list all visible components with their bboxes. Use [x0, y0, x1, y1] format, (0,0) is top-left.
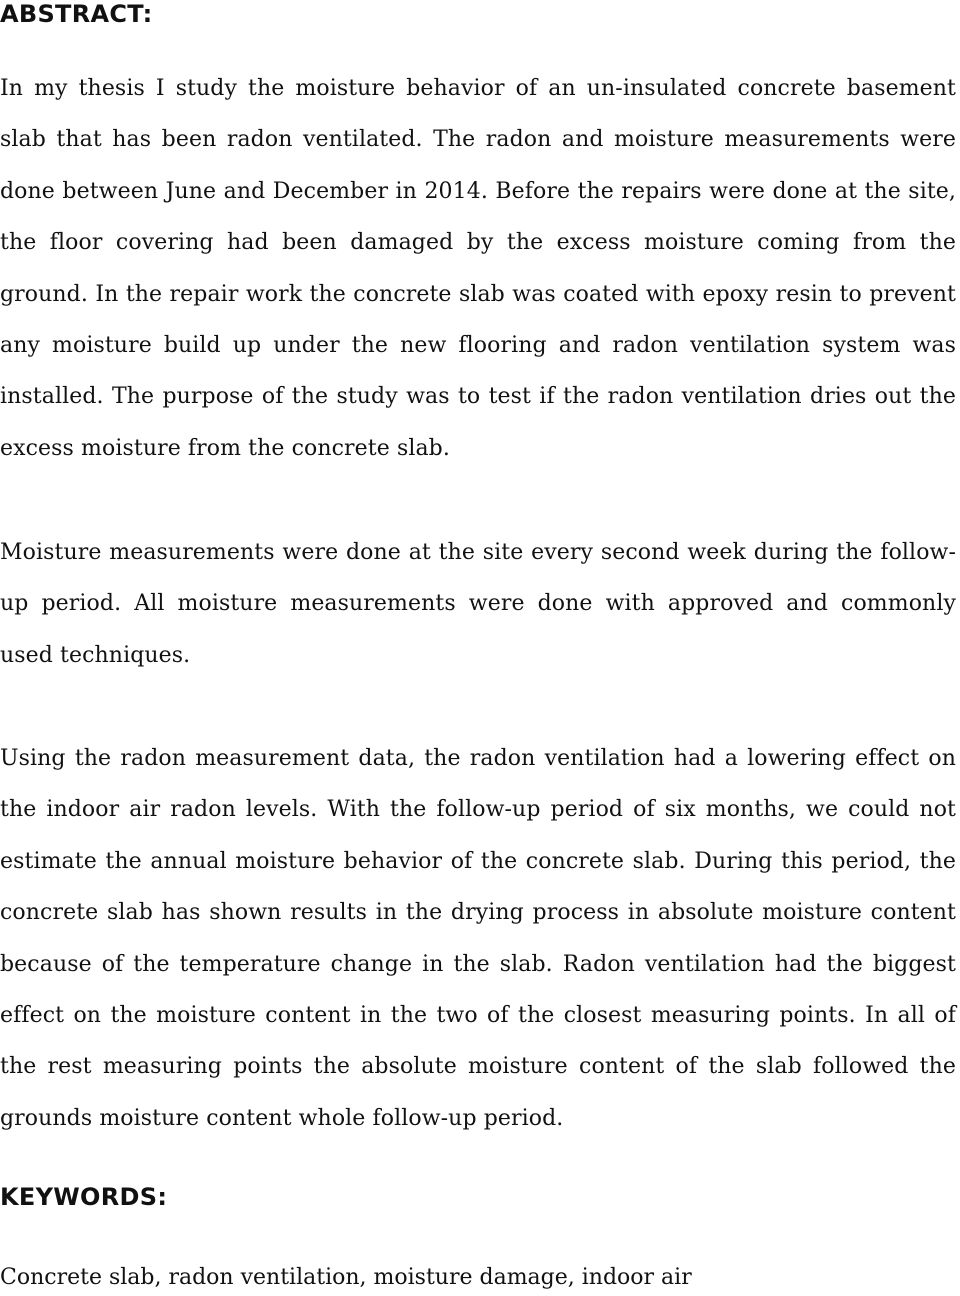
- abstract-paragraph-1: In my thesis I study the moisture behavior of an un-insulated concrete basement slab that has been radon ventilated. The radon and moisture measurements were done between June and December in 2014. Before the repairs were done at the site, the floor covering had been damaged by the excess moisture coming from the ground. In the repair work the concrete slab was coated with epoxy resin to prevent any moisture build up under the new flooring and radon ventilation system was installed. The purpose of the study was to test if the radon ventilation dries out the excess moisture from the concrete slab.: [0, 76, 956, 461]
- abstract-heading: ABSTRACT:: [0, 0, 153, 28]
- keywords-text: Concrete slab, radon ventilation, moisture damage, indoor air: [0, 1265, 692, 1290]
- abstract-paragraph-2: Moisture measurements were done at the site every second week during the follow-up period. All moisture measurements were done with approved and commonly used techniques.: [0, 540, 956, 668]
- keywords-heading: KEYWORDS:: [0, 1183, 168, 1211]
- abstract-paragraph-3: Using the radon measurement data, the radon ventilation had a lowering effect on the indoor air radon levels. With the follow-up period of six months, we could not estimate the annual moisture behavior of the concrete slab. During this period, the concrete slab has shown results in the drying process in absolute moisture content because of the temperature change in the slab. Radon ventilation had the biggest effect on the moisture content in the two of the closest measuring points. In all of the rest measuring points the absolute moisture content of the slab followed the grounds moisture content whole follow-up period.: [0, 746, 956, 1131]
